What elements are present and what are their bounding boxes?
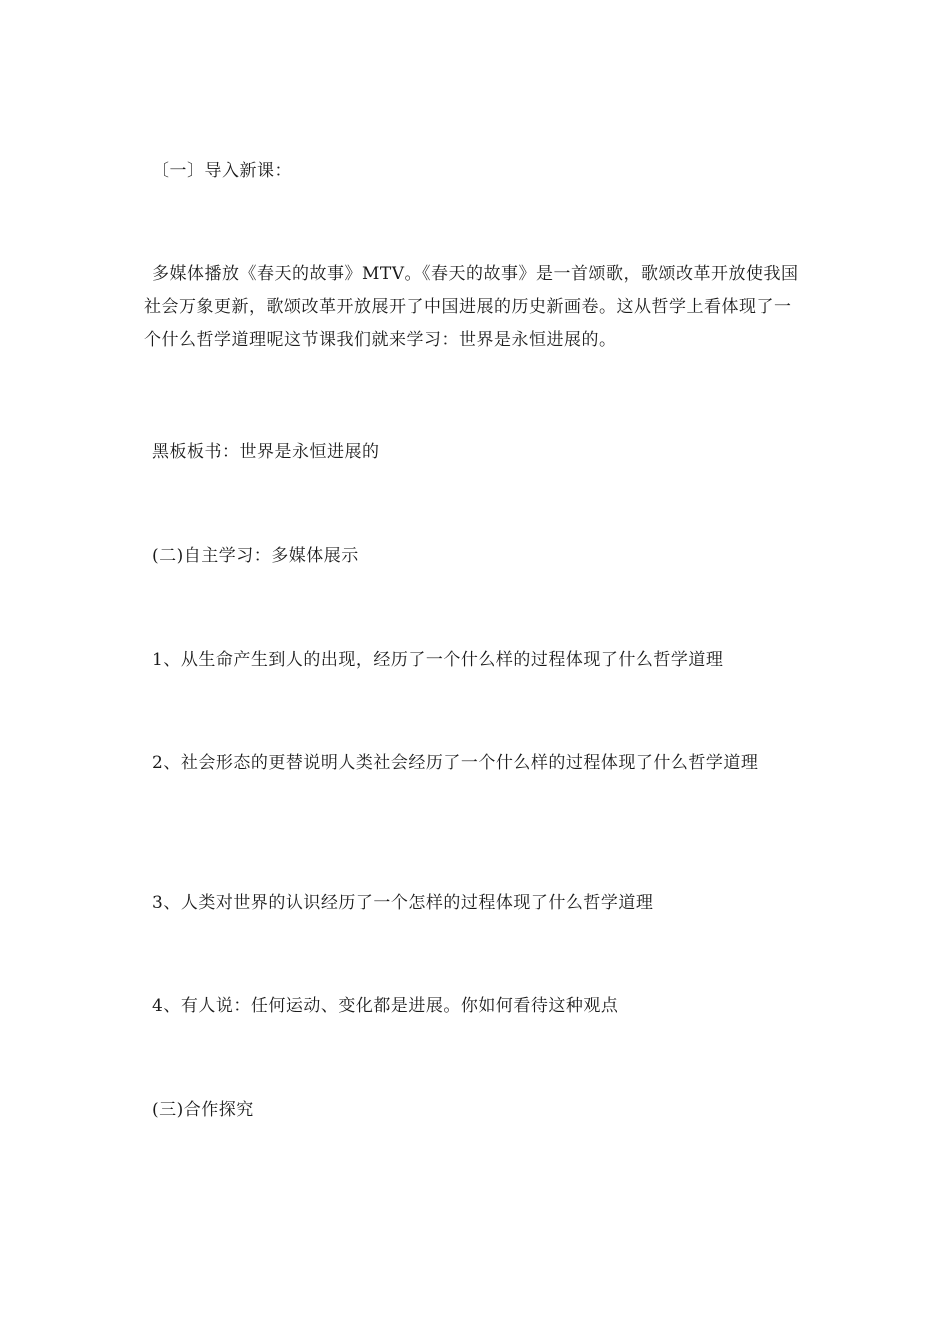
- paragraph-text: 多媒体播放《春天的故事》MTV。《春天的故事》是一首颂歌，歌颂改革开放使我国社会万象更新，歌颂改革开放展开了中国进展的历史新画卷。这从哲学上看体现了一个什么哲学道理呢这节课我们就来学习：世界是永恒进展的。: [144, 264, 799, 350]
- paragraph-text: (二)自主学习：多媒体展示: [152, 546, 359, 566]
- paragraph-text: 4、有人说：任何运动、变化都是进展。你如何看待这种观点: [152, 996, 619, 1016]
- paragraph-text: 〔一〕导入新课：: [152, 161, 292, 181]
- section-heading-self-study: [144, 540, 804, 573]
- paragraph-blackboard: [144, 436, 804, 469]
- question-item-1: [144, 644, 804, 677]
- paragraph-text: 1、从生命产生到人的出现，经历了一个什么样的过程体现了什么哲学道理: [152, 650, 724, 670]
- question-item-4: [144, 990, 804, 1023]
- paragraph-text: 3、人类对世界的认识经历了一个怎样的过程体现了什么哲学道理: [152, 893, 654, 913]
- section-heading-intro: [144, 155, 804, 188]
- question-item-2: [144, 747, 804, 780]
- paragraph-text: 黑板板书：世界是永恒进展的: [152, 442, 380, 462]
- paragraph-text: 2、社会形态的更替说明人类社会经历了一个什么样的过程体现了什么哲学道理: [152, 753, 759, 773]
- paragraph-text: (三)合作探究: [152, 1100, 254, 1120]
- question-item-3: [144, 887, 804, 920]
- section-heading-cooperation: [144, 1094, 804, 1127]
- paragraph-intro-body: [144, 258, 804, 357]
